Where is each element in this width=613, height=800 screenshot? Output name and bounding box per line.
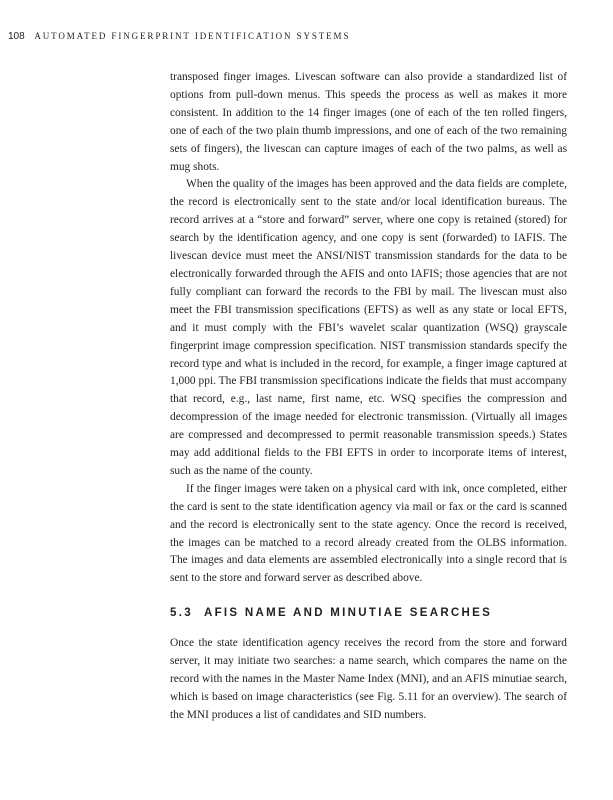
section-paragraph: Once the state identification agency receives the record from the store and forward server, it may initiate two searches: a name search, which compares the name on the record with the names in the Master Name Index (MNI), and an AFIS minutiae search, which is based on image characteristics (see Fig. 5.11 for an overview). The search of the MNI produces a list of candidates and SID numbers. xyxy=(170,637,567,721)
running-title: AUTOMATED FINGERPRINT IDENTIFICATION SYSTEMS xyxy=(34,31,351,41)
body-paragraph: transposed finger images. Livescan software can also provide a standardized list of options from pull-down menus. This speeds the process as well as makes it more consistent. In addition to the 14 finger images (one of each of the ten rolled fingers, one of each of the two plain thumb impressions, and one of each of the two remaining sets of fingers), the livescan can capture images of each of the two palms, as well as mug shots. xyxy=(170,71,567,173)
section-heading xyxy=(170,605,567,621)
page-body xyxy=(170,69,567,725)
body-paragraph: If the finger images were taken on a physical card with ink, once completed, either the card is sent to the state identification agency via mail or fax or the card is scanned and the record is electronically sent to the state agency. Once the record is received, the images can be matched to a record already created from the OLBS information. The images and data elements are assembled electronically into a single record that is sent to the store and forward server as described above. xyxy=(170,482,567,585)
running-header xyxy=(8,31,350,42)
section-title: AFIS NAME AND MINUTIAE SEARCHES xyxy=(203,607,493,620)
body-paragraph: When the quality of the images has been approved and the data fields are complete, the record is electronically sent to the state and/or local identification bureaus. The record arrives at a “store and forward” server, where one copy is retained (stored) for search by the identification agency, and one copy is sent (forwarded) to IAFIS. The livescan device must meet the ANSI/NIST transmission standards for the data to be electronically forwarded through the AFIS and onto IAFIS; those agencies that are not fully compliant can forward the records to the FBI by mail. The livescan must also meet the FBI transmission specifications (EFTS) as well as any state or local EFTS, and it must comply with the FBI’s wavelet scalar quantization (WSQ) grayscale fingerprint image compression specification. NIST transmission standards specify the record type and what is included in the record, for example, a finger image captured at 1,000 ppi. The FBI transmission specifications indicate the fields that must accompany that record, e.g., last name, first name, etc. WSQ specifies the compression and decompression of the image needed for electronic transmission. (Virtually all images are compressed and decompressed to permit reasonable transmission speeds.) States may add additional fields to the FBI EFTS in order to incorporate items of interest, such as the name of the county. xyxy=(170,178,567,477)
page-number: 108 xyxy=(8,31,25,42)
section-number: 5.3 xyxy=(170,607,193,620)
